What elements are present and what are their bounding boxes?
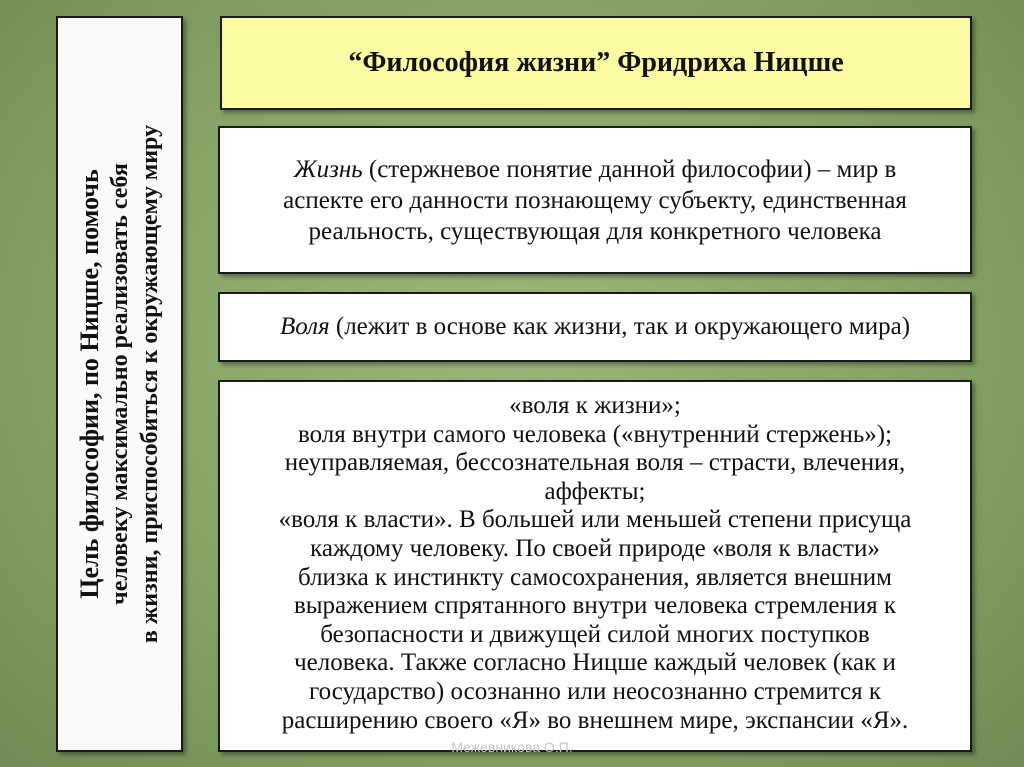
will-detail-line: человека. Также согласно Ницше каждый человек (как и <box>294 649 896 677</box>
will-detail-line: безопасности и движущей силой многих поступков <box>320 620 870 648</box>
life-term: Жизнь <box>293 155 363 183</box>
slide-title <box>220 16 972 110</box>
will-details-box <box>218 380 972 752</box>
will-detail-line: государство) осознанно или неосознанно стремится к <box>309 677 881 705</box>
life-line-1: (стержневое понятие данной философии) – мир в <box>362 155 897 183</box>
life-definition-box <box>218 126 972 274</box>
will-detail-line: близка к инстинкту самосохранения, является внешним <box>297 563 892 591</box>
side-line-3: в жизни, приспособиться к окружающему миру <box>136 124 163 644</box>
will-detail-line: неуправляемая, бессознательная воля – страсти, влечения, <box>284 449 906 477</box>
footer-author: Межевникова О.П. <box>451 739 573 755</box>
will-detail-line: «воля к жизни»; <box>509 392 681 419</box>
will-term: Воля <box>279 313 330 340</box>
will-rest: (лежит в основе как жизни, так и окружающего мира) <box>329 313 911 340</box>
life-line-3: реальность, существующая для конкретного человека <box>308 217 882 245</box>
side-line-2: человеку максимально реализовать себя <box>106 163 133 605</box>
will-detail-line: «воля к власти». В большей или меньшей степени присуща <box>278 506 912 534</box>
side-panel-text <box>75 24 165 744</box>
will-definition-box <box>218 292 972 362</box>
life-line-2: аспекте его данности познающему субъекту, единственная <box>283 186 907 214</box>
will-detail-line: расширению своего «Я» во внешнем мире, экспансии «Я». <box>281 706 909 734</box>
will-detail-line: выражением спрятанного внутри человека стремления к <box>293 592 897 620</box>
will-detail-line: аффекты; <box>544 477 646 505</box>
side-line-1: Цель философии, по Ницше, помочь <box>74 169 104 599</box>
will-definition-text <box>280 313 910 341</box>
side-panel <box>56 16 183 752</box>
will-detail-line: воля внутри самого человека («внутренний стержень»); <box>297 420 893 448</box>
life-definition-text <box>283 154 907 247</box>
will-detail-line: каждому человеку. По своей природе «воля к власти» <box>310 534 880 562</box>
slide-title-text: “Философия жизни” Фридриха Ницше <box>348 47 844 78</box>
